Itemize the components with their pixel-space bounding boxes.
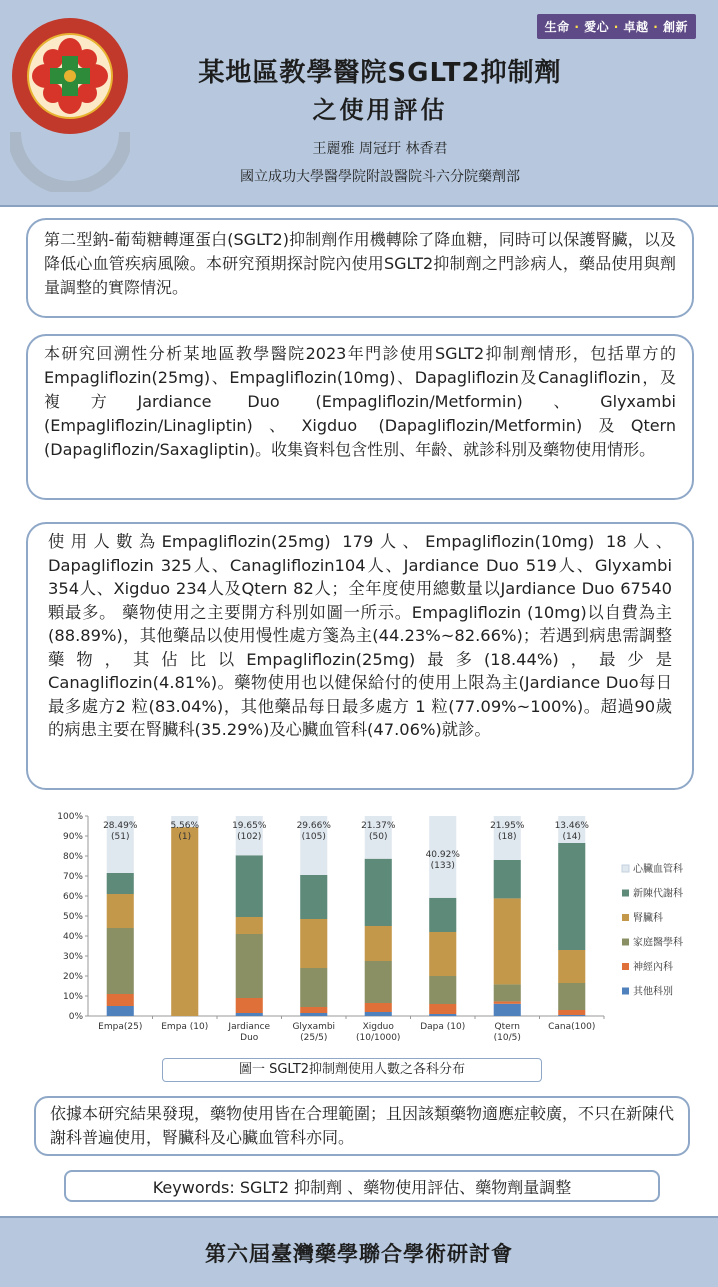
bar-segment [107, 1006, 134, 1016]
y-tick-label: 50% [62, 912, 83, 922]
bar-segment [365, 1012, 392, 1016]
slogan-word-2: 愛心 [584, 20, 610, 34]
bar-segment [558, 1015, 585, 1016]
bar-segment [494, 860, 521, 899]
methods-text: 本研究回溯性分析某地區教學醫院2023年門診使用SGLT2抑制劑情形，包括單方的Empagliflozin(25mg)、Empagliflozin(10mg)、Dapagliflozin及Canagliflozin，及複方Jardiance Duo (Empagliflozin/Metformin)、Glyxambi (Empagliflozin/Linagliptin)、Xigduo (Dapagliflozin/Metformin)及Qtern (Dapagliflozin/Saxagliptin)。收集資料包含性別、年齡、就診科別及藥物使用情形。 [44, 344, 676, 459]
y-tick-label: 90% [62, 832, 83, 842]
bar-segment [558, 843, 585, 950]
bar-segment [300, 968, 327, 1007]
legend-swatch [622, 890, 629, 897]
results-text: 使用人數為Empagliflozin(25mg) 179人、Empagliflozin(10mg) 18人、Dapagliflozin 325人、Canagliflozin104人、Jardiance Duo 519人、Glyxambi 354人、Xigduo 234人及Qtern 82人；全年度使用總數量以Jardiance Duo 67540顆最多。 藥物使用之主要開方科別如圖一所示。Empagliflozin (10mg)以自費為主(88.89%)，其他藥品以使用慢性處方箋為主(44.23%~82.66%)；若遇到病患需調整藥物，其佔比以Empagliflozin(25mg)最多(18.44%)，最少是Canagliflozin(4.81%)。藥物使用也以健保給付的使用上限為主(Jardiance Duo每日最多處方2 粒(83.04%)，其他藥品每日最多處方 1 粒(77.09%~100%)。超過90歲的病患主要在腎臟科(35.29%)及心臟血管科(47.06%)就診。 [48, 532, 672, 739]
bar-segment [236, 1013, 263, 1016]
x-category-label: Qtern [494, 1022, 520, 1032]
x-category-label: (10/1000) [356, 1033, 401, 1043]
y-tick-label: 20% [62, 972, 83, 982]
bar-segment [558, 1010, 585, 1015]
y-tick-label: 40% [62, 932, 83, 942]
legend-label: 腎臟科 [633, 913, 663, 924]
department-distribution-chart [56, 806, 706, 1052]
bar-segment [494, 1001, 521, 1003]
legend-label: 新陳代謝科 [633, 888, 683, 900]
bar-segment [107, 873, 134, 894]
background-text: 第二型鈉-葡萄糖轉運蛋白(SGLT2)抑制劑作用機轉除了降血糖，同時可以保護腎臟，以及降低心血管疾病風險。本研究預期探討院內使用SGLT2抑制劑之門診病人，藥品使用與劑量調整的實際情況。 [44, 230, 676, 297]
bar-segment [558, 950, 585, 983]
slogan-word-3: 卓越 [623, 20, 649, 34]
conclusion-text: 依據本研究結果發現，藥物使用皆在合理範圍；且因該類藥物適應症較廣，不只在新陳代謝科普遍使用，腎臟科及心臟血管科亦同。 [50, 1104, 675, 1147]
conference-name: 第六屆臺灣藥學聯合學術研討會 [205, 1242, 513, 1266]
bar-segment [300, 919, 327, 968]
y-tick-label: 80% [62, 852, 83, 862]
x-category-label: (25/5) [300, 1033, 328, 1043]
data-label-percent: 5.56% [170, 821, 200, 831]
x-category-label: Jardiance [228, 1022, 271, 1032]
data-label-percent: 28.49% [103, 821, 138, 831]
bar-segment [236, 855, 263, 917]
bar-segment [107, 928, 134, 994]
data-label-percent: 40.92% [425, 849, 460, 860]
bar-segment [365, 926, 392, 961]
legend-label: 家庭醫學科 [633, 937, 683, 949]
bar-segment [236, 934, 263, 998]
legend-label: 心臟血管科 [633, 864, 683, 875]
slogan-word-4: 創新 [662, 20, 688, 34]
bar-segment [236, 998, 263, 1013]
data-label-count: (105) [301, 832, 326, 842]
legend-label: 神經內科 [633, 962, 673, 973]
y-tick-label: 70% [62, 872, 83, 882]
poster-footer [0, 1216, 718, 1287]
x-category-label: Cana(100) [548, 1022, 596, 1032]
y-tick-label: 100% [57, 812, 83, 822]
hospital-logo [10, 16, 130, 136]
x-category-label: Glyxambi [292, 1022, 336, 1032]
x-category-label: (10/5) [493, 1033, 521, 1043]
legend-swatch [622, 939, 629, 946]
affiliation: 國立成功大學醫學院附設醫院斗六分院藥劑部 [240, 169, 520, 185]
bar-segment [365, 859, 392, 926]
legend-swatch [622, 865, 629, 872]
x-category-label: Duo [240, 1033, 259, 1043]
bar-segment [171, 827, 198, 1016]
bar-segment [429, 1014, 456, 1016]
bar-segment [494, 984, 521, 1001]
bar-segment [300, 1007, 327, 1013]
y-tick-label: 60% [62, 892, 83, 902]
x-category-label: Dapa (10) [420, 1022, 466, 1032]
data-label-percent: 13.46% [554, 821, 589, 831]
bar-segment [494, 898, 521, 984]
data-label-count: (50) [369, 832, 388, 842]
data-label-count: (51) [111, 832, 130, 842]
legend-label: 其他科別 [633, 986, 673, 998]
data-label-count: (18) [498, 832, 517, 842]
bar-segment [236, 917, 263, 934]
data-label-percent: 19.65% [232, 821, 267, 831]
data-label-count: (133) [430, 860, 455, 871]
legend-swatch [622, 988, 629, 995]
conclusion-section [34, 1096, 690, 1156]
legend-swatch [622, 963, 629, 970]
figure-caption: 圖一 SGLT2抑制劑使用人數之各科分布 [162, 1058, 542, 1082]
data-label-count: (14) [562, 832, 581, 842]
bar-segment [429, 898, 456, 932]
background-section [26, 218, 694, 318]
bar-segment [429, 932, 456, 976]
slogan-word-1: 生命 [544, 20, 570, 34]
data-label-percent: 21.37% [361, 821, 396, 831]
bar-segment [558, 983, 585, 1010]
y-tick-label: 10% [62, 992, 83, 1002]
authors: 王麗雅 周冠玗 林香君 [312, 141, 448, 157]
poster-title-line2: 之使用評估 [312, 96, 448, 124]
bar-segment [107, 994, 134, 1006]
results-section [26, 522, 694, 790]
poster-title-line1: 某地區教學醫院SGLT2抑制劑 [198, 58, 562, 88]
poster-header [0, 0, 718, 207]
y-tick-label: 30% [62, 952, 83, 962]
bar-segment [494, 1004, 521, 1016]
legend-swatch [622, 914, 629, 921]
bar-segment [429, 1004, 456, 1014]
chart-svg [56, 806, 706, 1052]
bar-segment [300, 875, 327, 919]
logo-reflection [10, 132, 130, 192]
bar-segment [429, 976, 456, 1004]
data-label-count: (102) [237, 832, 262, 842]
y-tick-label: 0% [68, 1012, 83, 1022]
bar-segment [365, 1003, 392, 1012]
bar-segment [365, 961, 392, 1003]
x-category-label: Empa (10) [161, 1022, 209, 1032]
x-category-label: Empa(25) [98, 1022, 143, 1032]
x-category-label: Xigduo [362, 1022, 394, 1032]
bar-segment [107, 894, 134, 928]
data-label-percent: 29.66% [296, 821, 331, 831]
bar-segment [300, 1013, 327, 1016]
data-label-percent: 21.95% [490, 821, 525, 831]
slogan-badge: 生命 · 愛心 · 卓越 · 創新 [537, 14, 696, 39]
data-label-count: (1) [178, 832, 192, 842]
keywords-box: Keywords: SGLT2 抑制劑 、藥物使用評估、藥物劑量調整 [64, 1170, 660, 1202]
methods-section [26, 334, 694, 500]
